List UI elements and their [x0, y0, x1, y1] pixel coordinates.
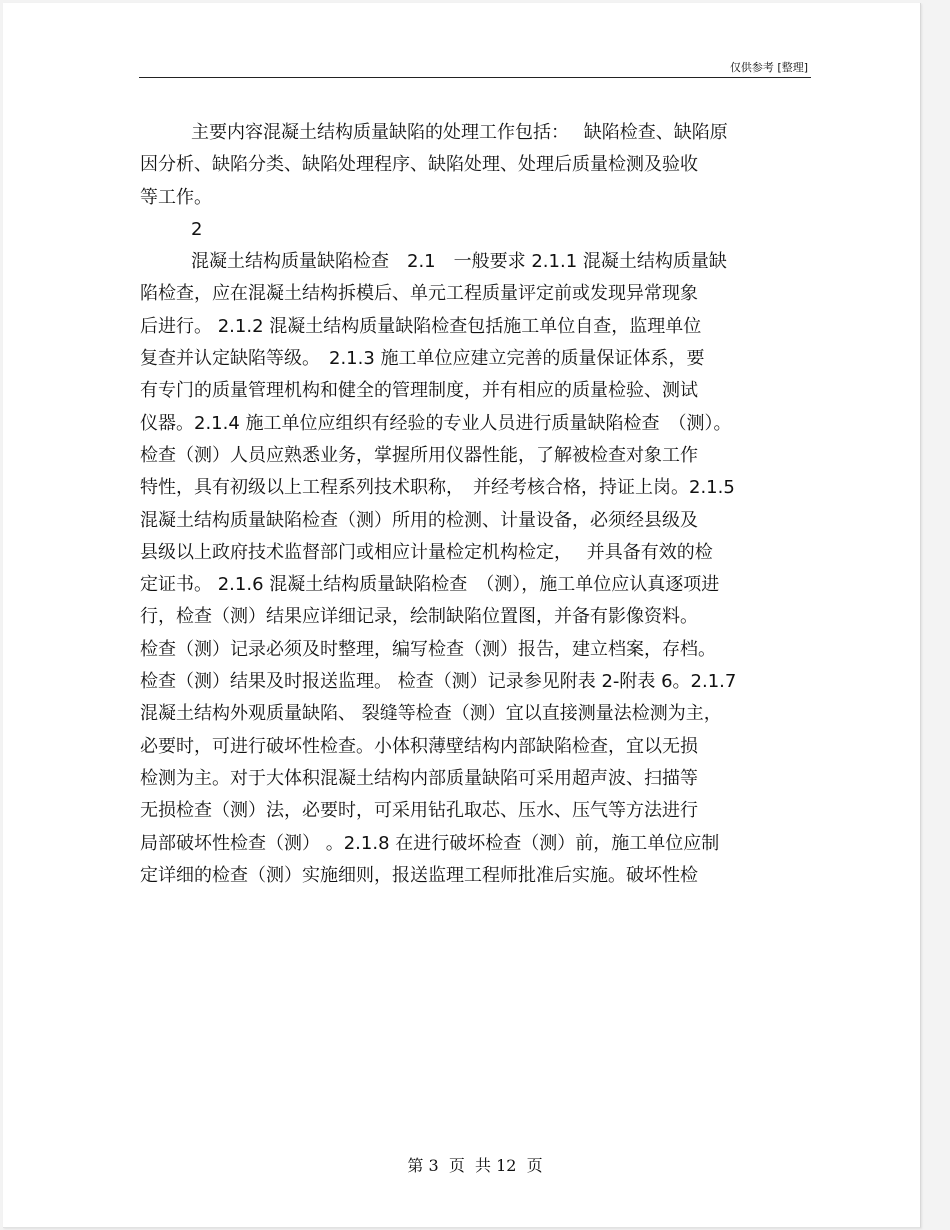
paragraph-line: 等工作。 — [140, 186, 212, 208]
paragraph-line: 混凝土结构外观质量缺陷、 裂缝等检查（测）宜以直接测量法检测为主， — [140, 703, 722, 725]
paragraph-line: 无损检查（测）法，必要时，可采用钻孔取芯、压水、压气等方法进行 — [140, 800, 698, 822]
paragraph-line: 局部破坏性检查（测） 。2.1.8 在进行破坏检查（测）前，施工单位应制 — [140, 832, 720, 854]
paragraph-line: 有专门的质量管理机构和健全的管理制度，并有相应的质量检验、测试 — [140, 380, 698, 402]
paragraph-line: 必要时，可进行破坏性检查。小体积薄壁结构内部缺陷检查，宜以无损 — [140, 735, 698, 757]
paragraph-line: 主要内容混凝土结构质量缺陷的处理工作包括： 缺陷检查、缺陷原 — [191, 122, 728, 143]
section-number: 2 — [191, 218, 203, 240]
paragraph-line: 定详细的检查（测）实施细则，报送监理工程师批准后实施。破坏性检 — [140, 864, 698, 886]
paragraph-line: 检查（测）结果及时报送监理。 检查（测）记录参见附表 2-附表 6。2.1.7 — [140, 671, 737, 693]
paragraph-line: 仪器。2.1.4 施工单位应组织有经验的专业人员进行质量缺陷检查 （测）。 — [140, 412, 732, 434]
header-divider — [139, 77, 811, 78]
paragraph-line: 后进行。 2.1.2 混凝土结构质量缺陷检查包括施工单位自查，监理单位 — [140, 315, 702, 337]
paragraph-line: 陷检查，应在混凝土结构拆模后、单元工程质量评定前或发现异常现象 — [140, 283, 698, 305]
paragraph-line: 特性，具有初级以上工程系列技术职称， 并经考核合格，持证上岗。2.1.5 — [140, 477, 735, 499]
paragraph-line: 县级以上政府技术监督部门或相应计量检定机构检定， 并具备有效的检 — [140, 541, 713, 563]
document-body — [140, 117, 840, 892]
page-footer: 第 3 页 共 12 页 — [407, 1156, 543, 1175]
paragraph-line: 检测为主。对于大体积混凝土结构内部质量缺陷可采用超声波、扫描等 — [140, 767, 698, 789]
paragraph-line: 因分析、缺陷分类、缺陷处理程序、缺陷处理、处理后质量检测及验收 — [140, 154, 698, 176]
paragraph-line: 复查并认定缺陷等级。 2.1.3 施工单位应建立完善的质量保证体系，要 — [140, 348, 705, 370]
paragraph-line: 混凝土结构质量缺陷检查（测）所用的检测、计量设备，必须经县级及 — [140, 509, 698, 531]
document-page — [3, 3, 921, 1228]
paragraph-line: 检查（测）人员应熟悉业务，掌握所用仪器性能，了解被检查对象工作 — [140, 444, 698, 466]
paragraph-line: 行，检查（测）结果应详细记录，绘制缺陷位置图，并备有影像资料。 — [140, 606, 698, 628]
paragraph-line: 检查（测）记录必须及时整理，编写检查（测）报告，建立档案，存档。 — [140, 638, 716, 660]
header-label: 仅供参考 [整理] — [729, 61, 808, 74]
paragraph-line: 定证书。 2.1.6 混凝土结构质量缺陷检查 （测），施工单位应认真逐项进 — [140, 574, 720, 596]
paragraph-line: 混凝土结构质量缺陷检查 2.1 一般要求 2.1.1 混凝土结构质量缺 — [191, 251, 727, 273]
